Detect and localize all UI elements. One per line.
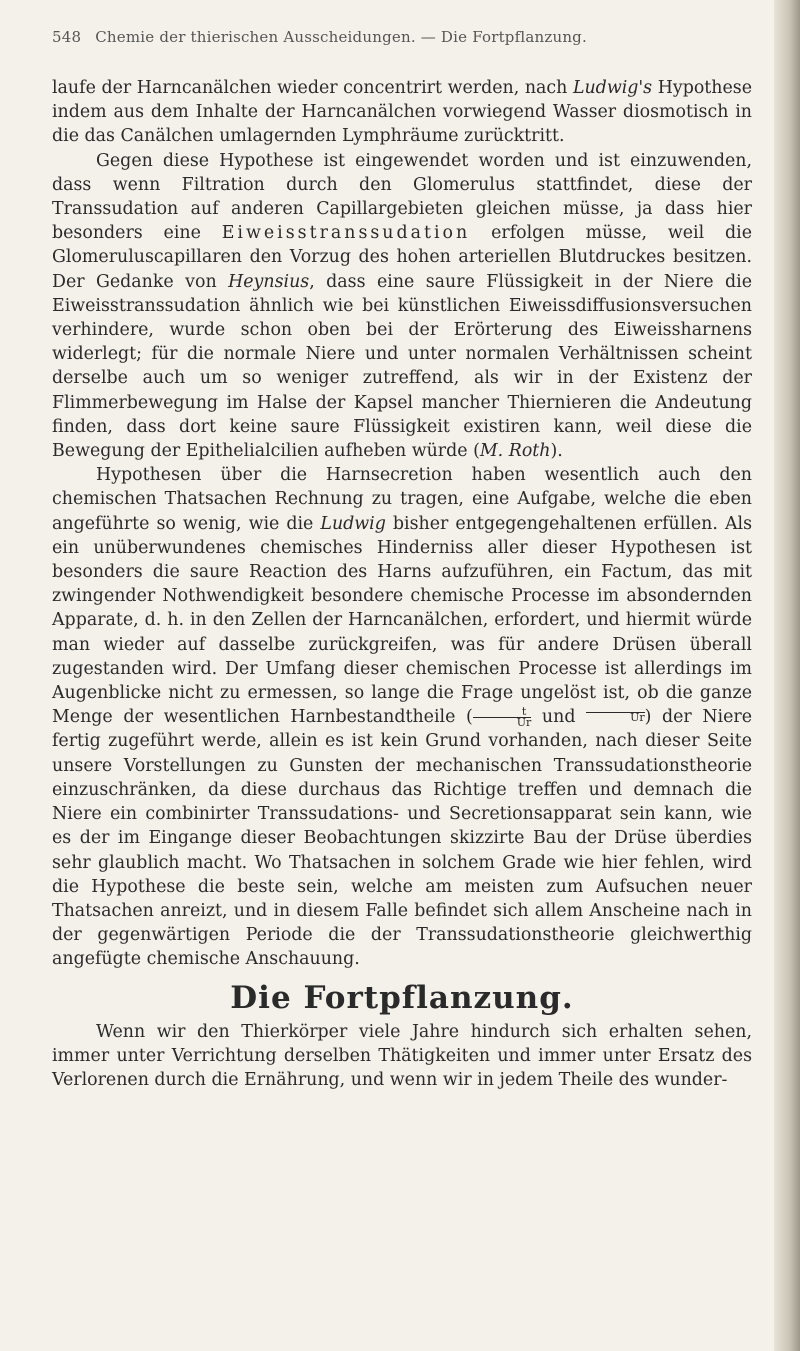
running-header xyxy=(52,28,752,46)
emphasis-spaced: Eiweisstranssudation xyxy=(221,223,471,244)
text-run: bisher entgegengehaltenen erfüllen. Als ein unüberwundenes chemisches Hinderniss aller dieser Hypothesen ist besonders die saure Reaction des Harns aufzuführen, ein Factum, das mit zwingender Nothwendigkeit besondere chemische Processe im absondernden Apparate, d. h. in den Zellen der Harncanälchen, erfordert, und hiermit würde man wieder auf dasselbe zurückgreifen, was für andere Drüsen überall zugestanden wird. Der Umfang dieser chemischen Processe ist allerdings im Augenblicke nicht zu ermessen, so lange die Frage ungelöst ist, ob die ganze Menge der wesentlichen Harnbestandtheile ( xyxy=(52,513,752,728)
page-number: 548 xyxy=(52,28,82,46)
text-run: erfolgen müsse, weil die Glomeruluscapillaren den Vorzug des hohen arteriellen Blutdruckes besitzen. Der Gedanke von xyxy=(52,223,752,292)
text-run: ). xyxy=(550,441,563,462)
fraction-symbol xyxy=(586,712,645,723)
paragraph-2 xyxy=(52,149,752,464)
paragraph-4: Wenn wir den Thierkörper viele Jahre hindurch sich erhalten sehen, immer unter Verrichtung derselben Thätigkeiten und immer unter Ersatz des Verlorenen durch die Ernährung, und wenn wir in jedem Theile des wunder- xyxy=(52,1021,752,1091)
fraction-den: Ur xyxy=(586,712,645,723)
running-title: Chemie der thierischen Ausscheidungen. — Die Fortpflanzung. xyxy=(95,28,587,46)
paragraph-3 xyxy=(52,463,752,971)
citation: M. Roth xyxy=(479,441,551,462)
paragraph-1 xyxy=(52,76,752,149)
text-run: und xyxy=(531,707,587,728)
section-title: Die Fortpflanzung. xyxy=(230,979,574,1016)
fraction-symbol xyxy=(473,707,532,728)
text-run: laufe der Harncanälchen wieder concentrirt werden, nach xyxy=(52,78,573,98)
fraction-den: Ur xyxy=(473,717,532,728)
author-name: Ludwig's xyxy=(572,78,653,98)
fraction-num: t xyxy=(521,705,527,719)
book-page xyxy=(52,28,752,1092)
author-name: Heynsius xyxy=(228,271,310,292)
text-run: Gegen diese Hypothese ist eingewendet worden und ist einzuwenden, dass wenn Filtration durch den Glomerulus stattfindet, diese der Transsudation auf anderen Capillargebieten gleichen müsse, ja dass hier besonders eine xyxy=(52,150,752,244)
text-run: Hypothese indem aus dem Inhalte der Harncanälchen vorwiegend Wasser diosmotisch in die das Canälchen umlagernden Lymphräume zurücktritt. xyxy=(52,78,752,147)
body-text xyxy=(52,76,752,1092)
author-name: Ludwig xyxy=(320,513,386,534)
book-spine-edge xyxy=(774,0,800,1351)
text-run: ) der Niere fertig zugeführt werde, allein es ist kein Grund vorhanden, nach dieser Seite unsere Vorstellungen zu Gunsten der mechanischen Transsudationstheorie einzuschränken, da diese durchaus das Richtige treffen und demnach die Niere ein combinirter Transsudations- und Secretionsapparat sein kann, wie es der im Eingange dieser Beobachtungen skizzirte Bau der Drüse überdies sehr glaublich macht. Wo Thatsachen in solchem Grade wie hier fehlen, wird die Hypothese die beste sein, welche am meisten zum Aufsuchen neuer Thatsachen anreizt, und in diesem Falle befindet sich allem Anscheine nach in der gegenwärtigen Periode die der Transsudationstheorie gleichwerthig angefügte chemische Anschauung. xyxy=(52,707,752,970)
text-run: , dass eine saure Flüssigkeit in der Niere die Eiweisstranssudation ähnlich wie bei künstlichen Eiweissdiffusionsversuchen verhindere, wurde schon oben bei der Erörterung des Eiweissharnens widerlegt; für die normale Niere und unter normalen Verhältnissen scheint derselbe auch um so weniger zutreffend, als wir in der Existenz der Flimmerbewegung im Halse der Kapsel mancher Thiernieren die Andeutung finden, dass dort keine saure Flüssigkeit existiren kann, weil diese die Bewegung der Epithelialcilien aufheben würde ( xyxy=(52,271,752,462)
text-run: Hypothesen über die Harnsecretion haben wesentlich auch den chemischen Thatsachen Rechnung zu tragen, eine Aufgabe, welche die eben angeführte so wenig, wie die xyxy=(52,465,752,534)
